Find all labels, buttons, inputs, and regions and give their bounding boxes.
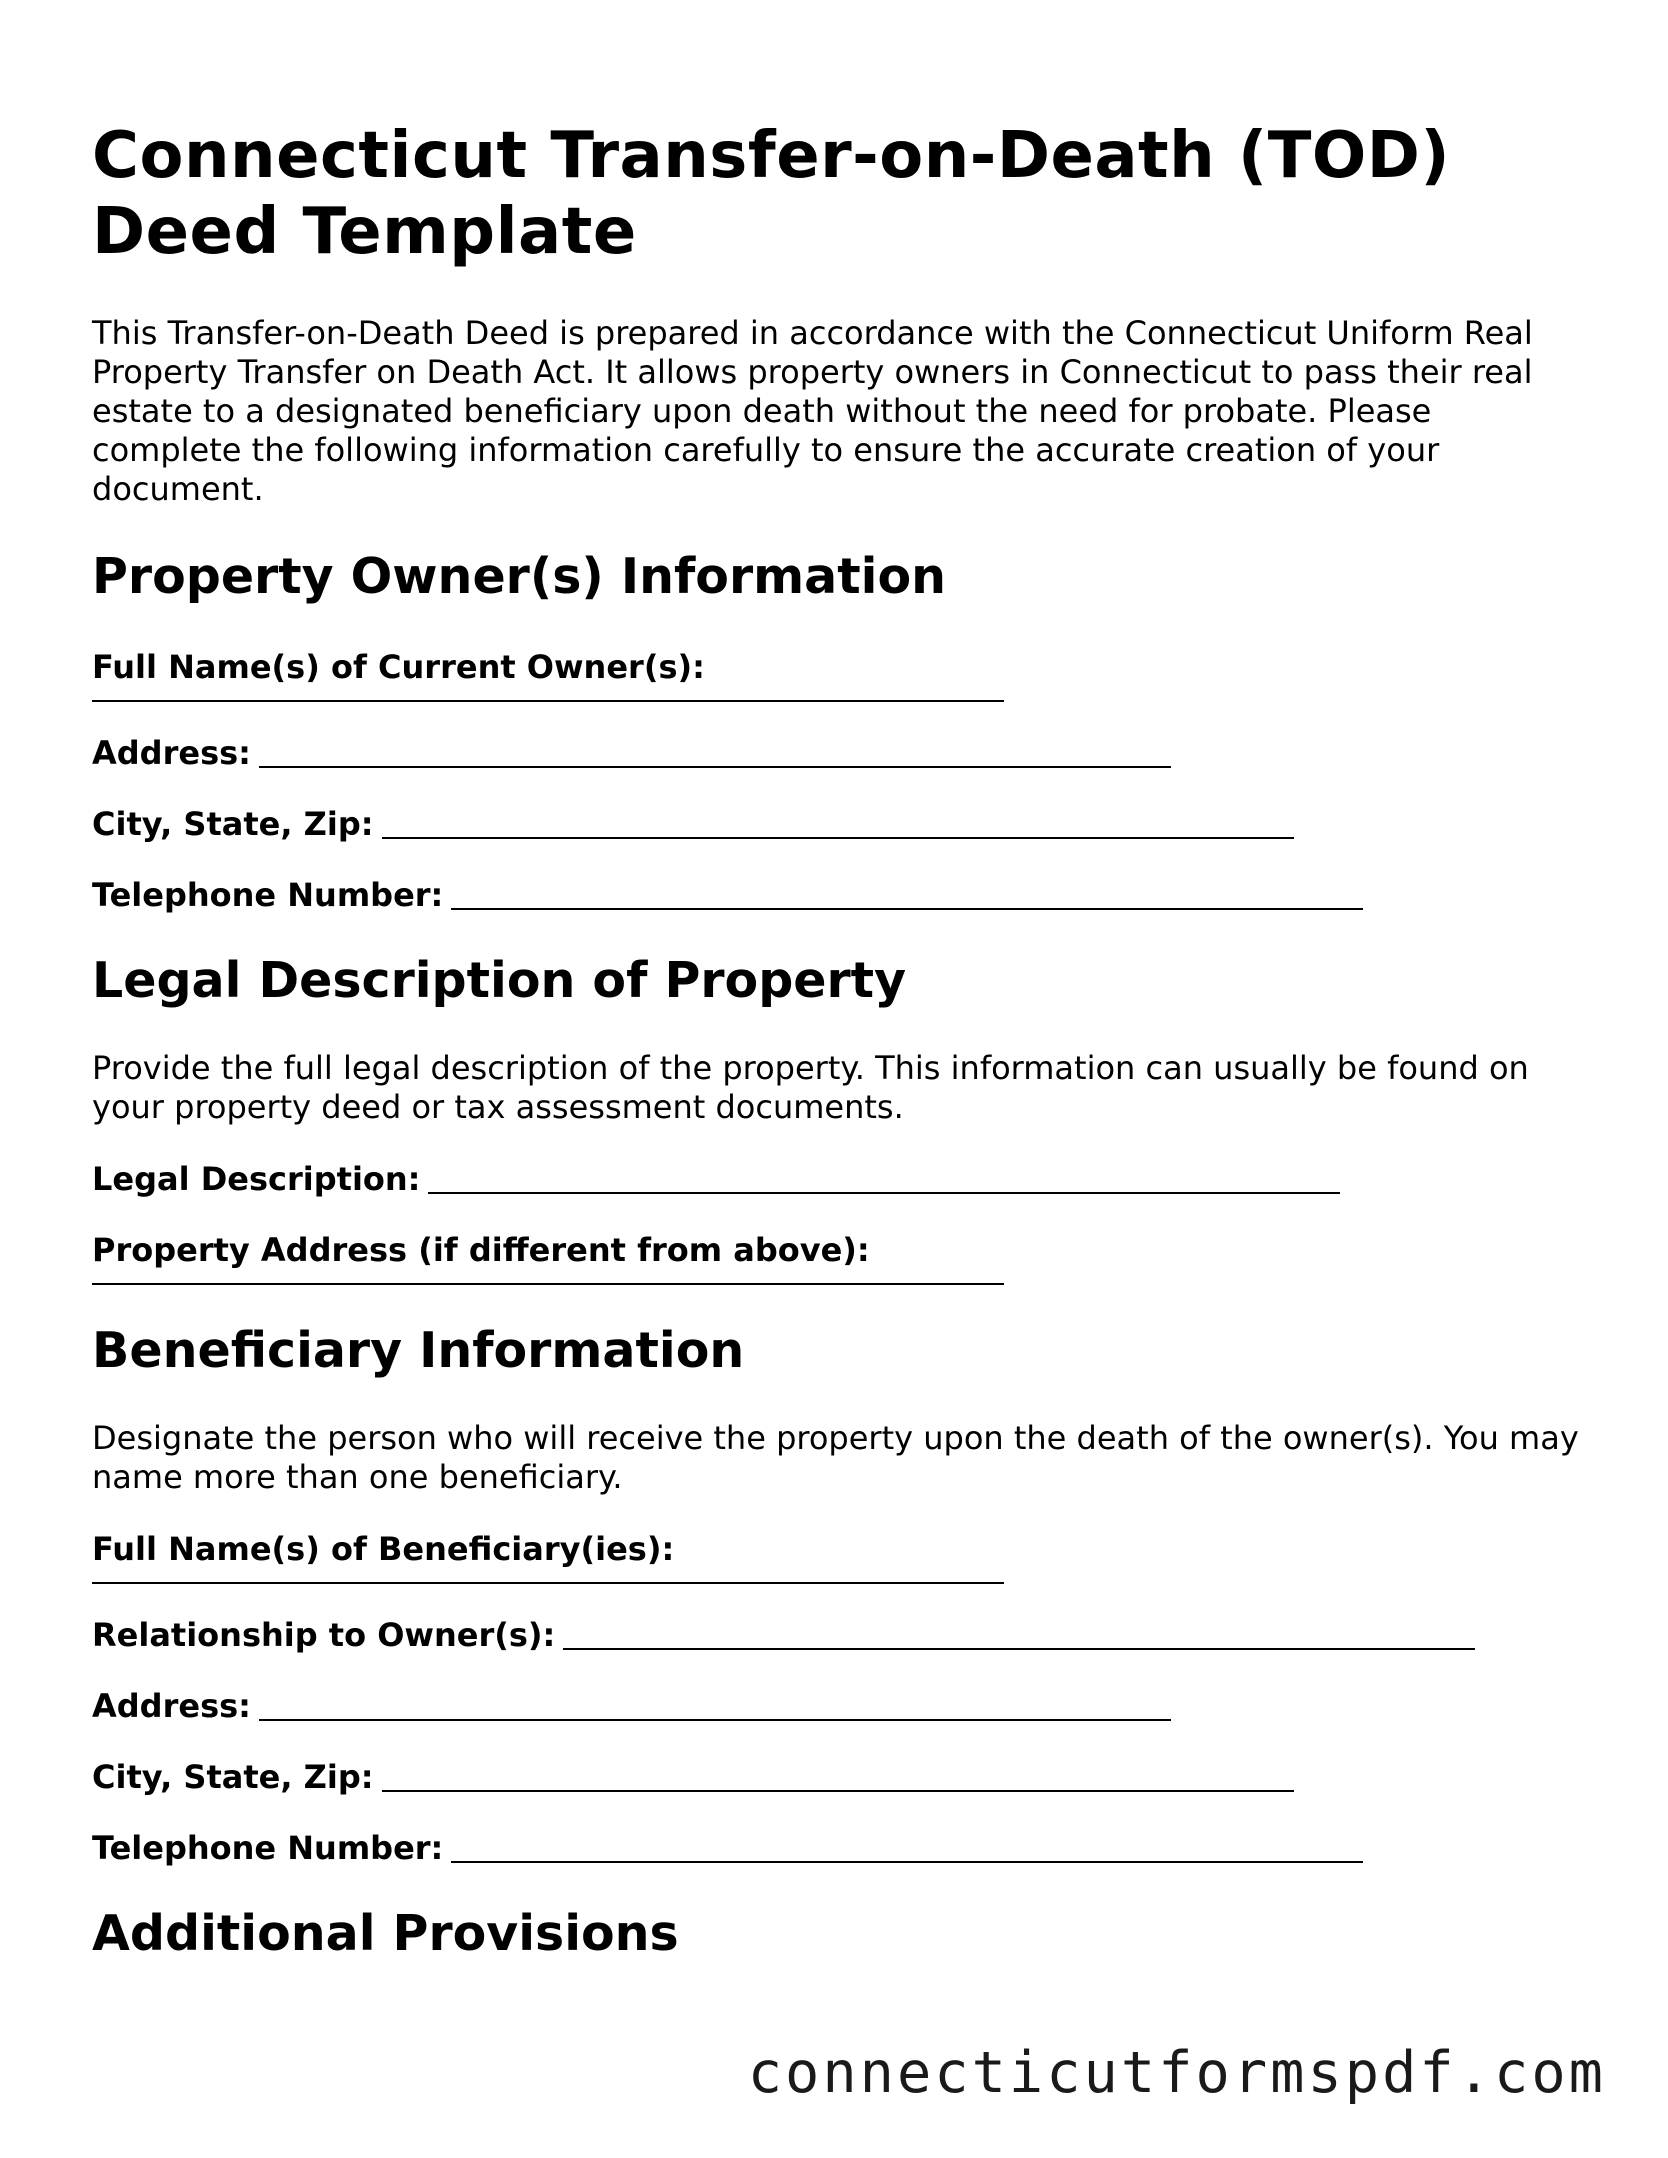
beneficiary-full-name-field — [92, 1529, 1582, 1584]
owner-full-name-label: Full Name(s) of Current Owner(s): — [92, 648, 705, 686]
legal-description-blank[interactable] — [428, 1191, 1340, 1194]
beneficiary-city-state-zip-label: City, State, Zip: — [92, 1758, 374, 1796]
legal-description-field — [92, 1159, 1582, 1199]
beneficiary-full-name-label: Full Name(s) of Beneficiary(ies): — [92, 1530, 675, 1568]
owner-address-field — [92, 733, 1582, 773]
beneficiary-full-name-blank[interactable] — [92, 1581, 1004, 1584]
owner-city-state-zip-field — [92, 804, 1582, 844]
beneficiary-telephone-blank[interactable] — [451, 1860, 1363, 1863]
beneficiary-section-description: Designate the person who will receive the property upon the death of the owner(s). You may name more than one beneficiary. — [92, 1419, 1579, 1496]
owner-address-blank[interactable] — [259, 765, 1171, 768]
document-title: Connecticut Transfer-on-Death (TOD) Deed Template — [92, 119, 1451, 269]
beneficiary-address-label: Address: — [92, 1687, 251, 1725]
beneficiary-telephone-field — [92, 1828, 1582, 1868]
beneficiary-section-heading: Beneficiary Information — [92, 1322, 745, 1379]
owner-city-state-zip-label: City, State, Zip: — [92, 805, 374, 843]
intro-paragraph: This Transfer-on-Death Deed is prepared in accordance with the Connecticut Uniform Real Property Transfer on Death Act. It allows property owners in Connecticut to pass their real estate to a designated beneficiary upon death without the need for probate. Please complete the following information carefully to ensure the accurate creation of your document. — [92, 314, 1533, 508]
legal-section-heading: Legal Description of Property — [92, 952, 907, 1009]
beneficiary-relationship-field — [92, 1615, 1582, 1655]
owner-telephone-field — [92, 875, 1582, 915]
beneficiary-telephone-label: Telephone Number: — [92, 1829, 444, 1867]
property-address-field — [92, 1230, 1582, 1285]
legal-description-label: Legal Description: — [92, 1160, 421, 1198]
beneficiary-address-blank[interactable] — [259, 1718, 1171, 1721]
owner-telephone-label: Telephone Number: — [92, 876, 444, 914]
beneficiary-city-state-zip-field — [92, 1757, 1582, 1797]
beneficiary-relationship-blank[interactable] — [563, 1647, 1475, 1650]
legal-section-description: Provide the full legal description of the property. This information can usually be found on your property deed or tax assessment documents. — [92, 1049, 1529, 1126]
owner-address-label: Address: — [92, 734, 251, 772]
owner-city-state-zip-blank[interactable] — [382, 836, 1294, 839]
owner-telephone-blank[interactable] — [451, 907, 1363, 910]
owner-full-name-field — [92, 647, 1582, 702]
beneficiary-city-state-zip-blank[interactable] — [382, 1789, 1294, 1792]
beneficiary-relationship-label: Relationship to Owner(s): — [92, 1616, 556, 1654]
owner-full-name-blank[interactable] — [92, 699, 1004, 702]
document-page — [92, 118, 1582, 1964]
additional-section-heading: Additional Provisions — [92, 1905, 679, 1962]
beneficiary-address-field — [92, 1686, 1582, 1726]
owner-section-heading: Property Owner(s) Information — [92, 548, 947, 605]
property-address-blank[interactable] — [92, 1282, 1004, 1285]
property-address-label: Property Address (if different from above): — [92, 1231, 870, 1269]
site-watermark: connecticutformspdf.com — [747, 2040, 1606, 2106]
